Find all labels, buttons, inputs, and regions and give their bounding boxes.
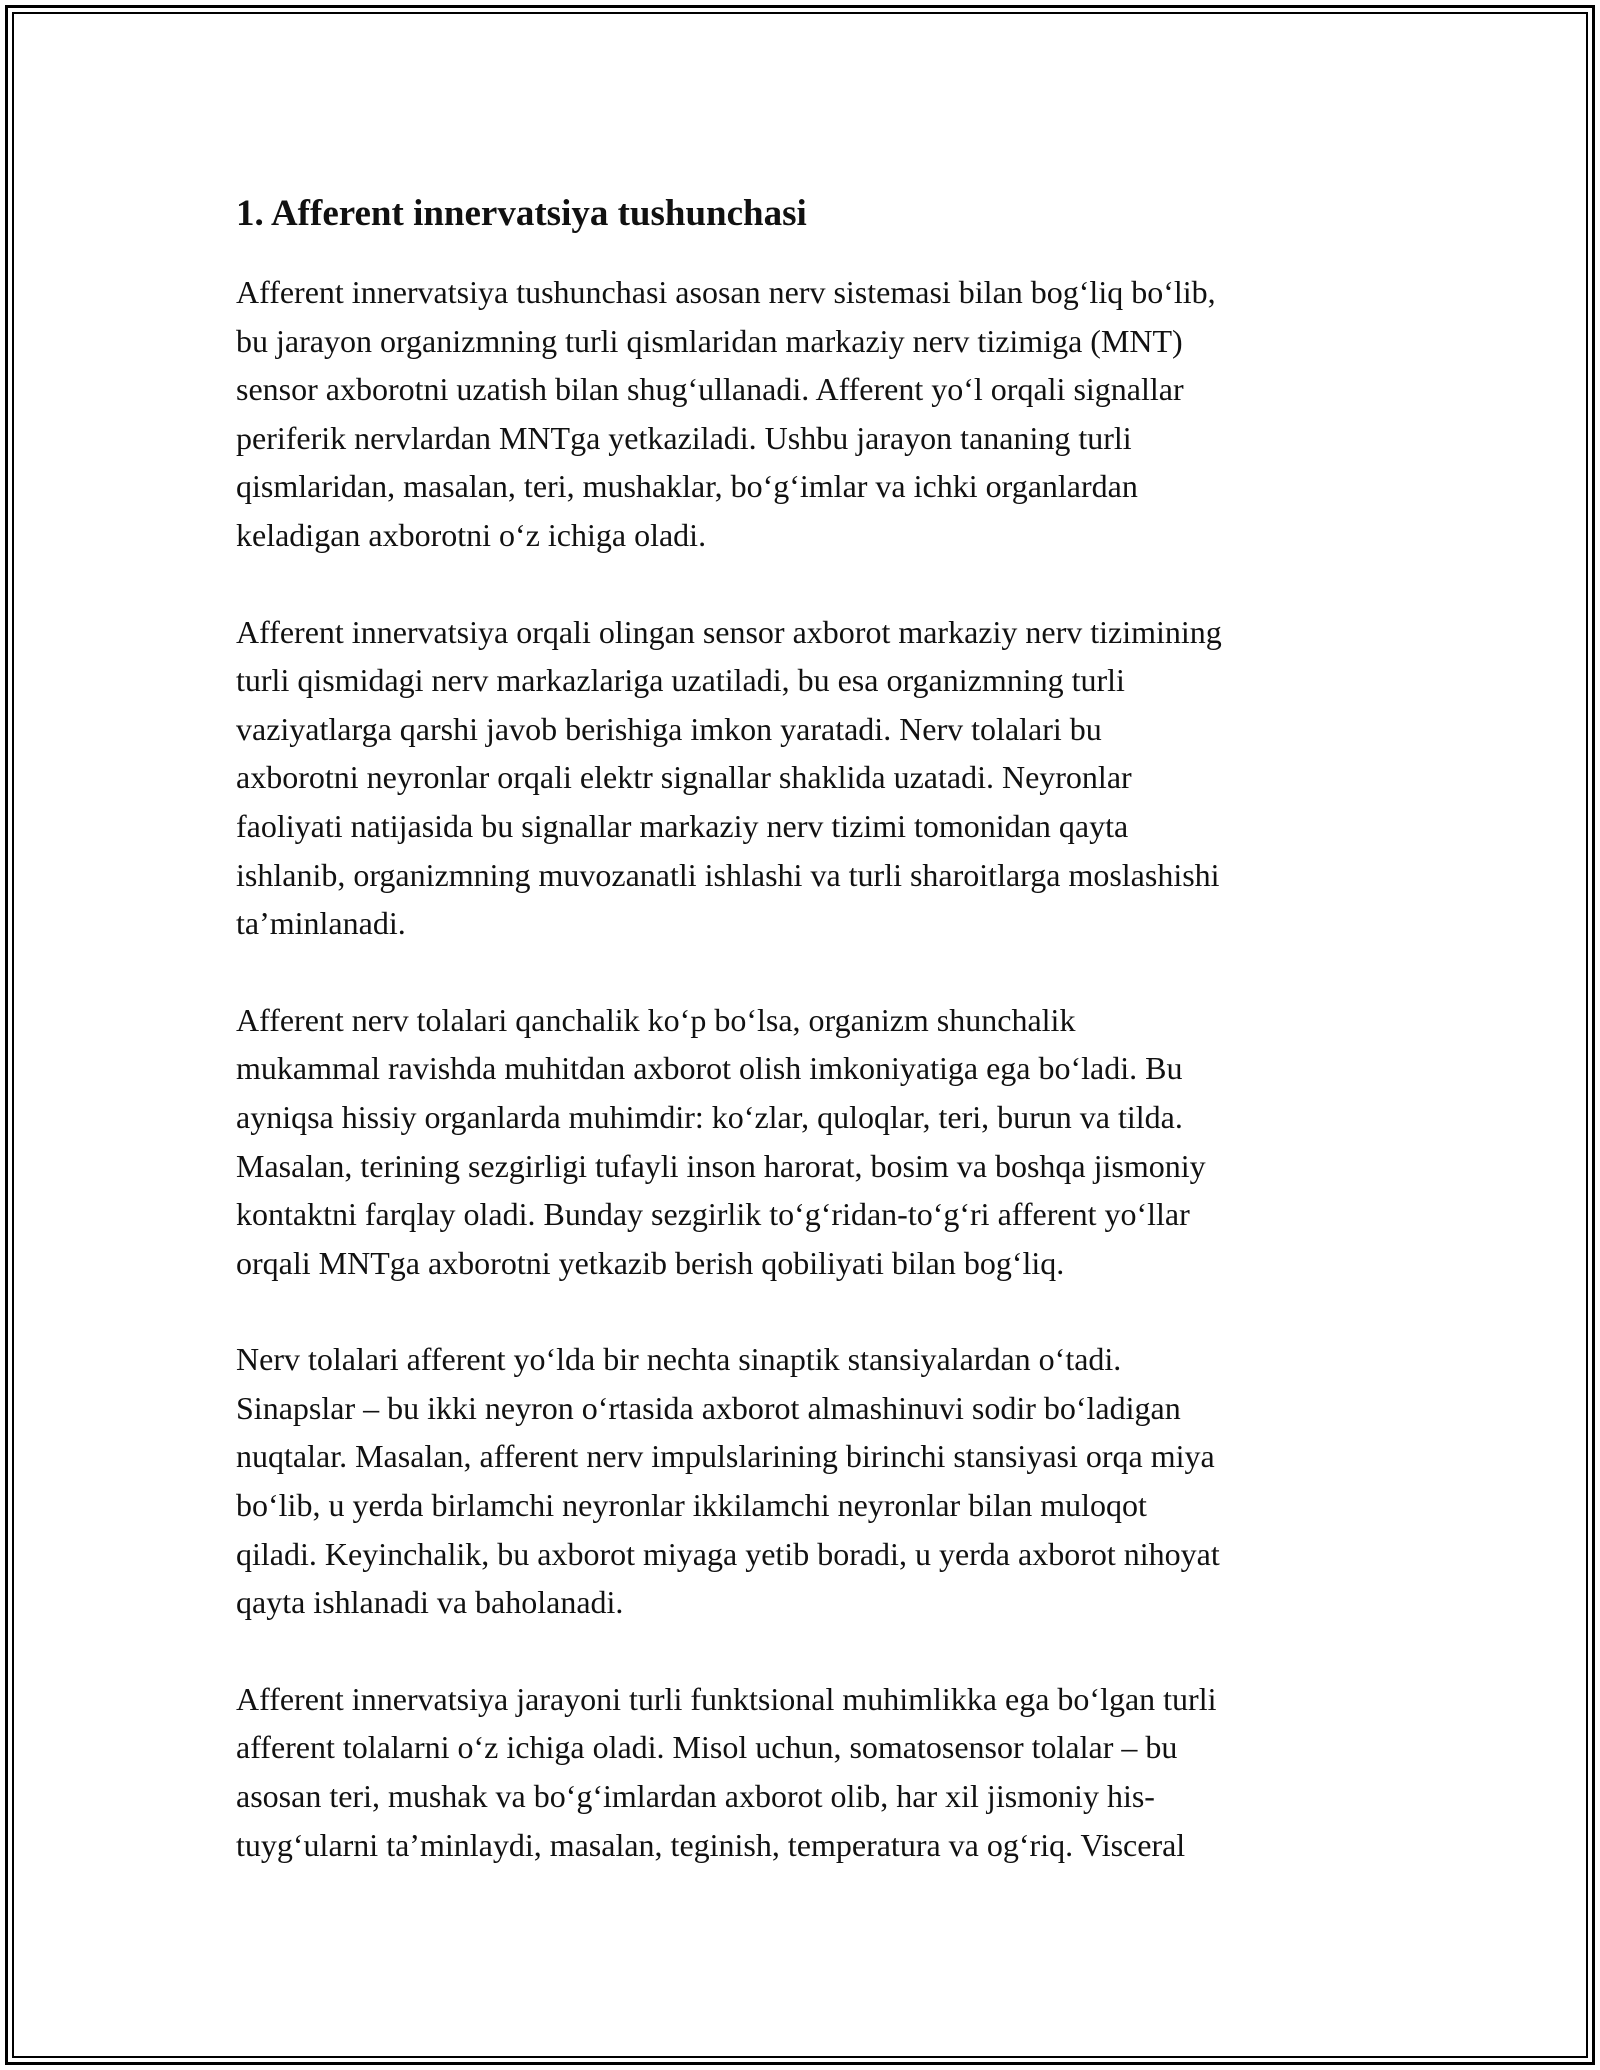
section-heading: 1. Afferent innervatsiya tushunchasi	[236, 193, 807, 234]
text-line: bu jarayon organizmning turli qismlaridan markaziy nerv tizimiga (MNT)	[236, 322, 1183, 359]
text-line: kontaktni farqlay oladi. Bunday sezgirlik to‘g‘ridan-to‘g‘ri afferent yo‘llar	[236, 1196, 1190, 1233]
text-line: Nerv tolalari afferent yo‘lda bir nechta sinaptik stansiyalardan o‘tadi.	[236, 1341, 1122, 1378]
text-line: ishlanib, organizmning muvozanatli ishlashi va turli sharoitlarga moslashishi	[236, 856, 1220, 893]
text-line: bo‘lib, u yerda birlamchi neyronlar ikkilamchi neyronlar bilan muloqot	[236, 1487, 1147, 1524]
text-line: axborotni neyronlar orqali elektr signallar shaklida uzatadi. Neyronlar	[236, 759, 1132, 796]
paragraph-1	[236, 268, 1376, 560]
text-line: sensor axborotni uzatish bilan shug‘ullanadi. Afferent yo‘l orqali signallar	[236, 371, 1184, 408]
text-line: tuyg‘ularni ta’minlaydi, masalan, teginish, temperatura va og‘riq. Visceral	[236, 1826, 1186, 1863]
text-line: orqali MNTga axborotni yetkazib berish qobiliyati bilan bog‘liq.	[236, 1244, 1065, 1281]
text-line: ayniqsa hissiy organlarda muhimdir: ko‘zlar, quloqlar, teri, burun va tilda.	[236, 1098, 1183, 1135]
text-line: turli qismidagi nerv markazlariga uzatiladi, bu esa organizmning turli	[236, 662, 1125, 699]
text-line: qayta ishlanadi va baholanadi.	[236, 1584, 624, 1621]
text-line: mukammal ravishda muhitdan axborot olish imkoniyatiga ega bo‘ladi. Bu	[236, 1050, 1183, 1087]
text-line: Afferent innervatsiya orqali olingan sensor axborot markaziy nerv tizimining	[236, 613, 1222, 650]
text-line: qiladi. Keyinchalik, bu axborot miyaga yetib boradi, u yerda axborot nihoyat	[236, 1535, 1220, 1572]
document-page	[236, 186, 1376, 1917]
paragraph-4	[236, 1335, 1376, 1627]
paragraph-3	[236, 996, 1376, 1288]
text-line: Afferent innervatsiya tushunchasi asosan nerv sistemasi bilan bog‘liq bo‘lib,	[236, 274, 1216, 310]
text-line: ta’minlanadi.	[236, 905, 406, 942]
text-line: Sinapslar – bu ikki neyron o‘rtasida axborot almashinuvi sodir bo‘ladigan	[236, 1389, 1181, 1426]
text-line: periferik nervlardan MNTga yetkaziladi. Ushbu jarayon tananing turli	[236, 419, 1132, 456]
text-line: Afferent nerv tolalari qanchalik ko‘p bo‘lsa, organizm shunchalik	[236, 1001, 1076, 1038]
text-line: qismlaridan, masalan, teri, mushaklar, bo‘g‘imlar va ichki organlardan	[236, 468, 1138, 505]
text-line: Masalan, terining sezgirligi tufayli inson harorat, bosim va boshqa jismoniy	[236, 1147, 1206, 1184]
text-line: nuqtalar. Masalan, afferent nerv impulslarining birinchi stansiyasi orqa miya	[236, 1438, 1215, 1475]
paragraph-5	[236, 1675, 1376, 1869]
text-line: vaziyatlarga qarshi javob berishiga imkon yaratadi. Nerv tolalari bu	[236, 710, 1102, 747]
text-line: afferent tolalarni o‘z ichiga oladi. Misol uchun, somatosensor tolalar – bu	[236, 1729, 1178, 1766]
text-line: keladigan axborotni o‘z ichiga oladi.	[236, 516, 707, 553]
text-line: asosan teri, mushak va bo‘g‘imlardan axborot olib, har xil jismoniy his-	[236, 1778, 1155, 1815]
text-line: faoliyati natijasida bu signallar markaziy nerv tizimi tomonidan qayta	[236, 807, 1129, 844]
paragraph-2	[236, 608, 1376, 948]
text-line: Afferent innervatsiya jarayoni turli funktsional muhimlikka ega bo‘lgan turli	[236, 1680, 1217, 1717]
